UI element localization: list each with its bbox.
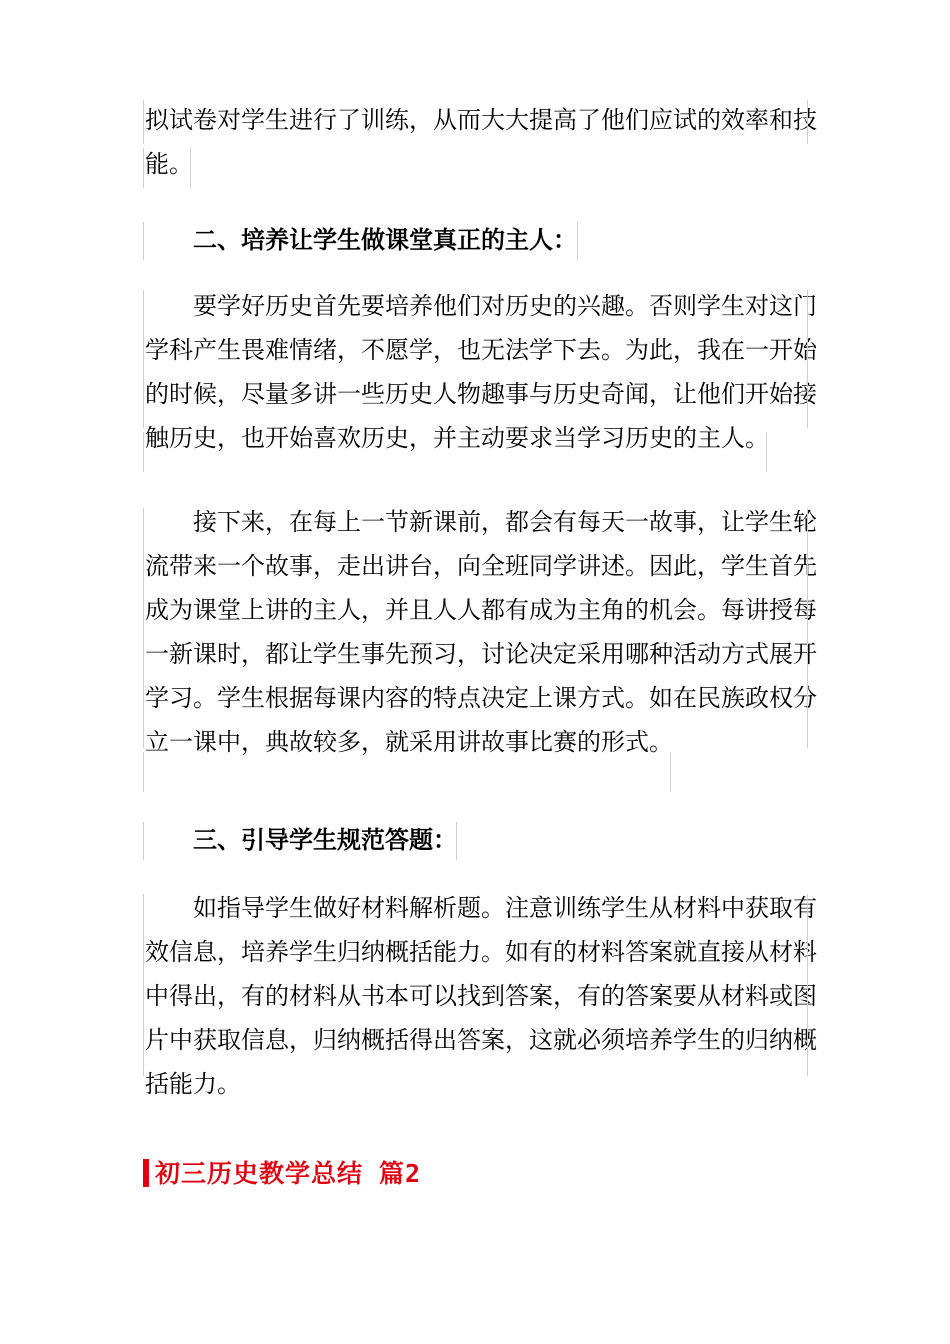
paragraph-line: 效信息，培养学生归纳概括能力。如有的材料答案就直接从材料	[145, 938, 817, 966]
paragraph-line: 要学好历史首先要培养他们对历史的兴趣。否则学生对这门	[193, 292, 817, 320]
paragraph-line: 拟试卷对学生进行了训练，从而大大提高了他们应试的效率和技	[145, 106, 817, 134]
section-heading: 三、引导学生规范答题：	[193, 825, 457, 854]
paragraph-line: 一新课时，都让学生事先预习，讨论决定采用哪种活动方式展开	[145, 640, 817, 668]
title-marker	[143, 1159, 149, 1187]
section-heading: 二、培养让学生做课堂真正的主人：	[193, 225, 577, 254]
heading-two-block	[143, 218, 577, 262]
paragraph-line: 触历史，也开始喜欢历史，并主动要求当学习历史的主人。	[145, 424, 769, 452]
paragraph-top	[143, 98, 817, 186]
paragraph-line: 中得出，有的材料从书本可以找到答案，有的答案要从材料或图	[145, 982, 817, 1010]
section-title	[143, 1152, 421, 1196]
paragraph-line: 片中获取信息，归纳概括得出答案，这就必须培养学生的归纳概	[145, 1026, 817, 1054]
paragraph-answer	[143, 886, 817, 1106]
heading-three-block	[143, 818, 457, 862]
paragraph-line: 成为课堂上讲的主人，并且人人都有成为主角的机会。每讲授每	[145, 596, 817, 624]
section-title-text: 初三历史教学总结 篇2	[155, 1159, 422, 1188]
paragraph-line: 学习。学生根据每课内容的特点决定上课方式。如在民族政权分	[145, 684, 817, 712]
paragraph-line: 流带来一个故事，走出讲台，向全班同学讲述。因此，学生首先	[145, 552, 817, 580]
paragraph-line: 能。	[145, 150, 193, 178]
paragraph-line: 学科产生畏难情绪，不愿学，也无法学下去。为此，我在一开始	[145, 336, 817, 364]
paragraph-line: 立一课中，典故较多，就采用讲故事比赛的形式。	[145, 728, 673, 756]
paragraph-story	[143, 500, 817, 764]
paragraph-line: 接下来，在每上一节新课前，都会有每天一故事，让学生轮	[193, 508, 817, 536]
paragraph-line: 如指导学生做好材料解析题。注意训练学生从材料中获取有	[193, 894, 817, 922]
paragraph-interest	[143, 284, 817, 460]
paragraph-line: 括能力。	[145, 1070, 241, 1098]
paragraph-line: 的时候，尽量多讲一些历史人物趣事与历史奇闻，让他们开始接	[145, 380, 817, 408]
